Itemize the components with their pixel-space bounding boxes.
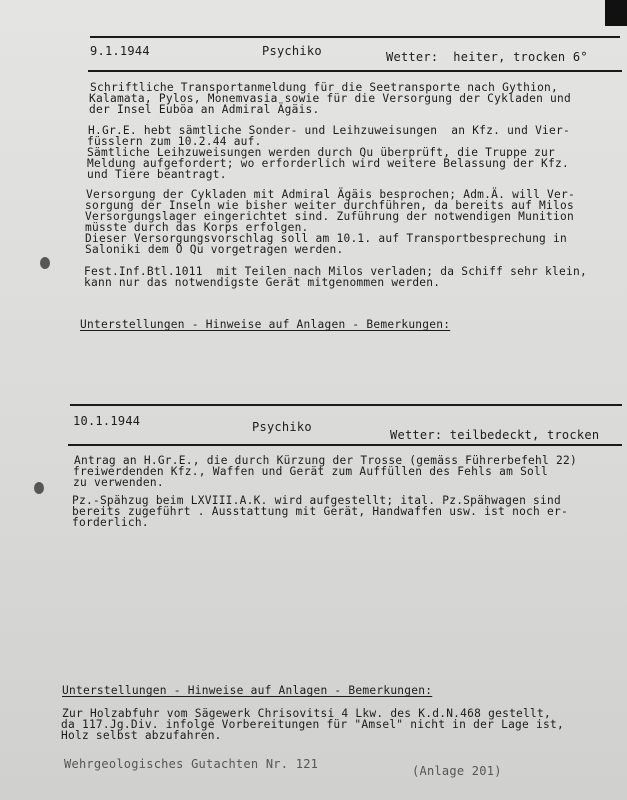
text-line: füsslern zum 10.2.44 auf.	[87, 135, 262, 148]
punch-hole-bottom	[34, 482, 44, 494]
text-line: freiwerdenden Kfz., Waffen und Gerät zum Auffüllen des Fehls am Soll	[73, 465, 549, 478]
text-line: Saloniki dem O Qu vorgetragen werden.	[85, 243, 344, 256]
text-line: Meldung aufgefordert; wo erforderlich wird weitere Belassung der Kfz.	[87, 157, 569, 170]
text-line: Zur Holzabfuhr vom Sägewerk Chrisovitsi 4 Lkw. des K.d.N.468 gestellt,	[62, 707, 551, 720]
text-line: Fest.Inf.Btl.1011 mit Teilen nach Milos verladen; da Schiff sehr klein,	[84, 265, 587, 278]
entry-2-date: 10.1.1944	[73, 414, 141, 428]
entry-1-top-rule	[90, 36, 620, 38]
text-line: Versorgung der Cykladen mit Admiral Ägäis besprochen; Adm.Ä. will Ver-	[86, 188, 575, 201]
entry-1-header-rule	[88, 70, 622, 72]
entry-2-weather: Wetter: teilbedeckt, trocken	[390, 428, 600, 442]
text-line: Schriftliche Transportanmeldung für die Seetransporte nach Gythion,	[90, 81, 559, 94]
punch-hole-top	[40, 257, 50, 269]
entry-2-remarks-heading: Unterstellungen - Hinweise auf Anlagen - Bemerkungen:	[62, 684, 433, 697]
text-line: bereits zugeführt . Ausstattung mit Gerät, Handwaffen usw. ist noch er-	[72, 505, 568, 518]
footer-annex: (Anlage 201)	[412, 764, 502, 778]
text-line: Holz selbst abzufahren.	[61, 729, 222, 742]
text-line: Dieser Versorgungsvorschlag soll am 10.1. auf Transportbesprechung in	[85, 232, 567, 245]
text-line: kann nur das notwendigste Gerät mitgenommen werden.	[84, 276, 441, 289]
text-line: Versorgungslager eingerichtet sind. Zuführung der notwendigen Munition	[85, 210, 574, 223]
text-line: sorgung der Inseln wie bisher weiter durchführen, da bereits auf Milos	[85, 199, 574, 212]
entry-2-top-rule	[70, 404, 622, 406]
text-line: Kalamata, Pylos, Monemvasia sowie für die Versorgung der Cykladen und	[89, 92, 571, 105]
text-line: zu verwenden.	[73, 476, 164, 489]
text-line: Pz.-Spähzug beim LXVIII.A.K. wird aufgestellt; ital. Pz.Spähwagen sind	[72, 494, 561, 507]
text-line: Sämtliche Leihzuweisungen werden durch Qu überprüft, die Truppe zur	[87, 146, 556, 159]
entry-2-header-rule	[68, 444, 622, 446]
scan-corner	[605, 0, 627, 26]
text-line: H.Gr.E. hebt sämtliche Sonder- und Leihzuweisungen an Kfz. und Vier-	[88, 124, 570, 137]
entry-1-weather: Wetter: heiter, trocken 6°	[386, 50, 588, 64]
text-line: müsste durch das Korps erfolgen.	[85, 221, 309, 234]
text-line: da 117.Jg.Div. infolge Vorbereitungen für "Amsel" nicht in der Lage ist,	[61, 718, 564, 731]
entry-1-place: Psychiko	[262, 44, 322, 58]
text-line: forderlich.	[72, 516, 149, 529]
entry-1-remarks-heading: Unterstellungen - Hinweise auf Anlagen - Bemerkungen:	[80, 318, 451, 331]
entry-2-place: Psychiko	[252, 420, 312, 434]
entry-1-date: 9.1.1944	[90, 44, 150, 58]
text-line: Antrag an H.Gr.E., die durch Kürzung der Trosse (gemäss Führerbefehl 22)	[74, 454, 577, 467]
footer-reference: Wehrgeologisches Gutachten Nr. 121	[64, 757, 319, 771]
text-line: der Insel Euböa an Admiral Ägäis.	[89, 103, 320, 116]
text-line: und Tiere beantragt.	[87, 168, 227, 181]
